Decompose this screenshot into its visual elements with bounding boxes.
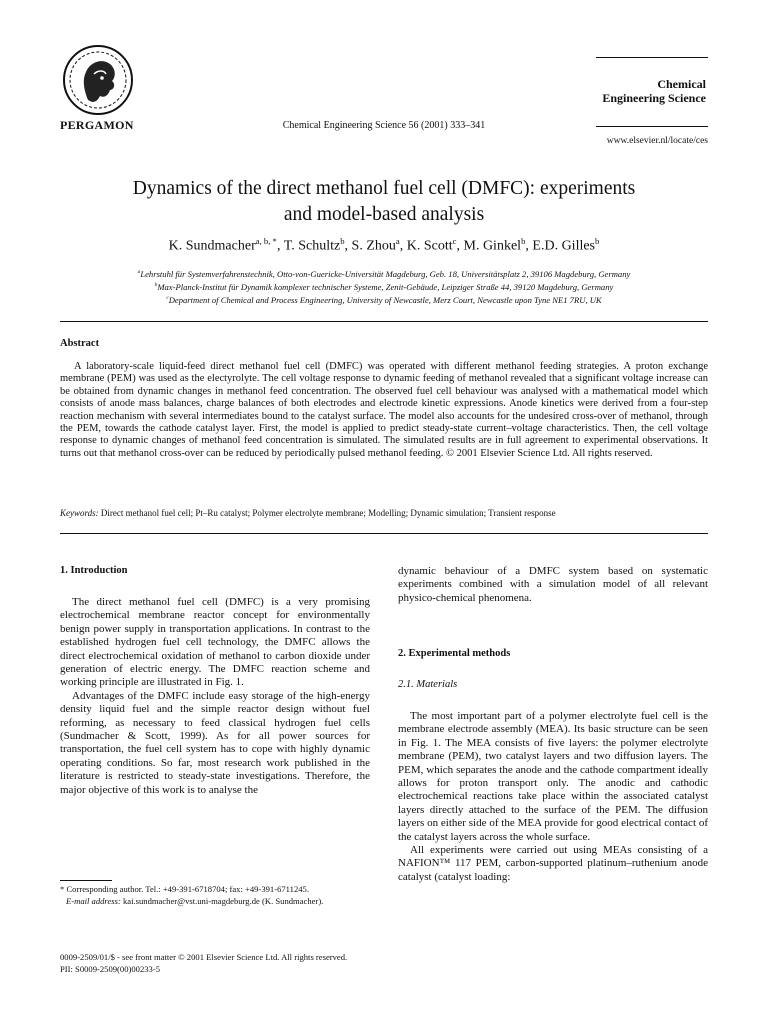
- introduction-body: [60, 596, 370, 797]
- divider-top: [60, 321, 708, 322]
- keywords: [60, 508, 708, 518]
- paragraph: All experiments were carried out using MEAs consisting of a NAFION™ 117 PEM, carbon-supported platinum–ruthenium anode catalyst (catalyst loading:: [398, 844, 708, 883]
- author-name: M. Ginkel: [463, 238, 522, 254]
- affiliation-mark: c: [166, 295, 169, 301]
- abstract-heading: Abstract: [60, 338, 100, 349]
- author-affiliation-mark: c: [452, 236, 457, 246]
- journal-url[interactable]: www.elsevier.nl/locate/ces: [606, 136, 708, 146]
- affiliation-c: [60, 292, 708, 306]
- journal-name-line1: Chemical: [657, 77, 706, 91]
- journal-citation: Chemical Engineering Science 56 (2001) 333–341: [282, 120, 486, 131]
- author-name: T. Schultz: [283, 238, 341, 254]
- footnote-corresponding: Corresponding author. Tel.: +49-391-6718704; fax: +49-391-6711245.: [66, 884, 309, 894]
- journal-rule-bottom: [596, 126, 708, 127]
- affiliation-mark: b: [154, 282, 158, 288]
- author-name: K. Sundmacher: [168, 238, 256, 254]
- footnote-email-label: E-mail address:: [66, 895, 121, 906]
- author-affiliation-mark: b: [521, 236, 526, 246]
- article-title-line1: Dynamics of the direct methanol fuel cell (DMFC): experiments: [132, 178, 636, 199]
- author-list: K. Sundmacher$^{a, b, *}$, T. Schultz$^b$, S. Zhou$^a$, K. Scott$^c$, M. Ginkel$^b$, E.D. Gilles$^b$: [168, 236, 600, 254]
- article-title-line2: and model-based analysis: [283, 204, 485, 225]
- keywords-label: Keywords:: [60, 508, 99, 518]
- journal-rule-top: [596, 57, 708, 58]
- footnote: [60, 884, 370, 907]
- author-affiliation-mark: a: [395, 236, 400, 246]
- author-name: K. Scott: [406, 238, 453, 254]
- journal-name-line2: Engineering Science: [602, 91, 706, 105]
- paragraph: dynamic behaviour of a DMFC system based on systematic experiments combined with a simulation model of all relevant physico-chemical phenomena.: [398, 565, 708, 604]
- author-affiliation-mark: b: [340, 236, 345, 246]
- section-heading-experimental: 2. Experimental methods: [398, 648, 511, 659]
- publisher-logo-icon: [62, 44, 134, 116]
- paragraph: The direct methanol fuel cell (DMFC) is a very promising electrochemical membrane reactor concept for environmentally benign power supply in transportation applications. In contrast to the established hydrogen fuel cell technology, the DMFC allows the direct electrochemical oxidation of methanol to carbon dioxide under generation of electric energy. The DMFC reaction scheme and working principle are illustrated in Fig. 1.: [60, 596, 370, 689]
- author-name: E.D. Gilles: [532, 238, 596, 254]
- footer-pii: PII: S0009-2509(00)00233-5: [60, 963, 161, 974]
- paragraph: Advantages of the DMFC include easy storage of the high-energy density liquid fuel and the simple reactor design without fuel reforming, as necessary to feed classical hydrogen fuel cells (Sundmacher & Scott, 1999). As for all power sources for transportation, the fuel cell system has to cope with highly dynamic operating conditions. So far, most research work published in the literature is restricted to steady-state investigations. Therefore, the major objective of this work is to analyse the: [60, 689, 370, 796]
- keywords-text: Direct methanol fuel cell; Pt–Ru catalyst; Polymer electrolyte membrane; Modelling; Dynamic simulation; Transient response: [100, 508, 556, 518]
- affiliation-b: [60, 279, 708, 293]
- introduction-continued: [398, 565, 708, 605]
- publisher-name: PERGAMON: [60, 118, 134, 132]
- author-affiliation-mark: a, b, *: [255, 236, 277, 246]
- divider-bottom: [60, 533, 708, 534]
- affiliation-text: Lehrstuhl für Systemverfahrenstechnik, Otto-von-Guericke-Universität Magdeburg, Geb. 18, Universitätsplatz 2, 39106 Magdeburg, Germany: [140, 268, 631, 279]
- paragraph: The most important part of a polymer electrolyte fuel cell is the membrane electrode assembly (MEA). Its basic structure can be seen in Fig. 1. The MEA consists of five layers: the polymer electrolyte membrane (PEM), two catalyst layers and two diffusion layers. The PEM, which separates the anode and the cathode compartment ideally allows for proton transport only. The anodic and cathodic electrochemical reactions take place within the associated catalyst layers directly attached to the surface of the PEM. The diffusion layers on either side of the MEA provide for good electrical contact of the catalyst layers across the whole surface.: [398, 710, 708, 843]
- footnote-mark: *: [60, 884, 65, 894]
- journal-name: [570, 77, 706, 105]
- affiliation-a: [60, 266, 708, 280]
- author-affiliation-mark: b: [595, 236, 600, 246]
- section-heading-introduction: 1. Introduction: [60, 565, 128, 576]
- affiliation-text: Max-Planck-Institut für Dynamik komplexer technischer Systeme, Zenit-Gebäude, Leipziger Straße 44, 39120 Magdeburg, Germany: [157, 281, 614, 292]
- affiliation-text: Department of Chemical and Process Engineering, University of Newcastle, Merz Court, Newcastle upon Tyne NE1 7RU, UK: [168, 294, 602, 305]
- abstract-text: A laboratory-scale liquid-feed direct methanol fuel cell (DMFC) was operated with different methanol feeding strategies. A proton exchange membrane (PEM) was used as the electyrolyte. The cell voltage response to dynamic feeding of methanol revealed that a significant voltage increase can be obtained from dynamic changes in methanol feed concentration. The observed fuel cell behaviour was analysed with a mathematical model which consists of anode mass balances, charge balances of both electrodes and electrode kinetic expressions. Anode kinetics were derived from a four-step reaction mechanism with several intermediates bound to the catalyst surface. The model also accounts for the undesired cross-over of methanol, through the PEM, towards the cathode catalyst layer. First, the model is applied to predict steady-state current–voltage characteristics. Then, the cell voltage response to dynamic changes of methanol feed concentration is simulated. The simulated results are in full agreement to experimental observations. It turns out that methanol cross-over can be reduced by periodically pulsed methanol feeding. © 2001 Elsevier Science Ltd. All rights reserved.: [60, 361, 708, 459]
- footnote-email[interactable]: kai.sundmacher@vst.uni-magdeburg.de (K. Sundmacher).: [122, 895, 324, 906]
- affiliation-mark: a: [137, 269, 141, 275]
- materials-body: [398, 710, 708, 884]
- subsection-heading-materials: 2.1. Materials: [398, 679, 458, 690]
- article-title: [60, 176, 708, 228]
- footer-copyright: 0009-2509/01/$ - see front matter © 2001 Elsevier Science Ltd. All rights reserved.: [60, 952, 348, 962]
- page-footer: [60, 952, 347, 975]
- author-name: S. Zhou: [351, 238, 396, 254]
- footnote-rule: [60, 880, 112, 881]
